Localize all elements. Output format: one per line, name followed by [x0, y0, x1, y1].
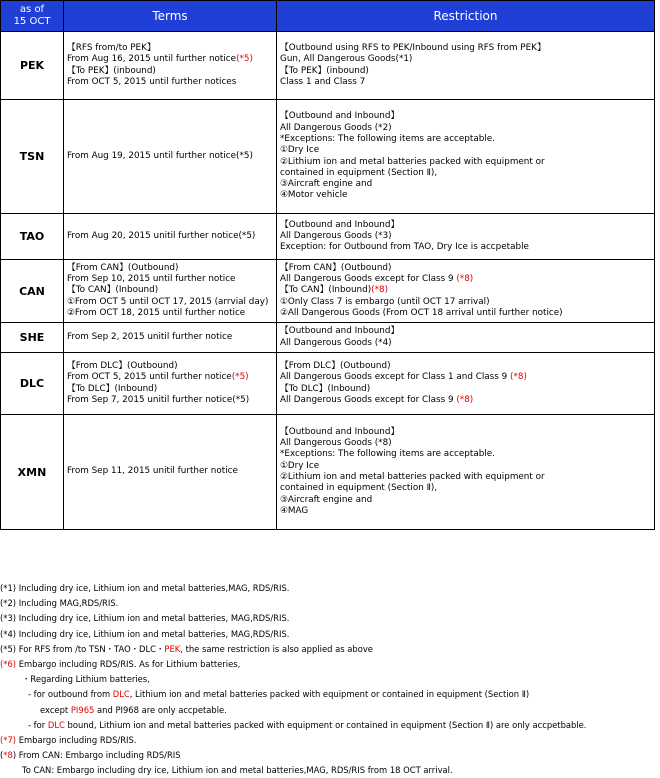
cell-line: All Dangerous Goods (*8) — [280, 438, 392, 449]
cell-line: contained in equipment (Section Ⅱ), — [280, 483, 438, 494]
airport-code: XMN — [1, 415, 64, 530]
cell-line: 【To PEK】(inbound) — [67, 65, 156, 76]
terms-cell — [64, 353, 277, 415]
cell-line: *Exceptions: The following items are acceptable. — [280, 133, 495, 144]
footnote-6: (*6) Embargo including RDS/RIS. As for Lithium batteries, — [0, 658, 241, 669]
cell-line: From Sep 7, 2015 unitil further notice(*5) — [67, 394, 250, 405]
cell-line: 【From DLC】(Outbound) — [67, 360, 178, 371]
cell-line: 【To CAN】(Inbound) — [67, 285, 159, 296]
terms-cell — [64, 214, 277, 260]
footnote-2: (*2) Including MAG,RDS/RIS. — [0, 598, 119, 609]
cell-line: 【Outbound and Inbound】 — [280, 111, 400, 122]
table-row — [1, 260, 655, 323]
restriction-cell — [277, 32, 655, 100]
footnote-7: (*7) Embargo including RDS/RIS. — [0, 734, 137, 745]
airport-code: SHE — [1, 323, 64, 353]
footnote-4: (*4) Including dry ice, Lithium ion and metal batteries, MAG,RDS/RIS. — [0, 628, 290, 639]
cell-line: 【Outbound and Inbound】 — [280, 326, 400, 337]
cell-line: ①Dry Ice — [280, 145, 320, 156]
cell-line: From OCT 5, 2015 until further notice(*5) — [67, 372, 249, 383]
cell-line: ①Only Class 7 is embargo (until OCT 17 arrival) — [280, 296, 490, 307]
table-row — [1, 353, 655, 415]
terms-cell — [64, 100, 277, 214]
restriction-cell — [277, 260, 655, 323]
cell-line: 【Outbound and Inbound】 — [280, 219, 400, 230]
restriction-cell — [277, 415, 655, 530]
cell-line: ④Motor vehicle — [280, 190, 348, 201]
as-of-line1: as of — [19, 4, 45, 15]
cell-line: From Aug 16, 2015 until further notice(*5) — [67, 54, 253, 65]
cell-line: ③Aircraft engine and — [280, 179, 373, 190]
airport-code: CAN — [1, 260, 64, 323]
footnote-6-line3: - for DLC bound, Lithium ion and metal batteries packed with equipment or contained in equipment (Section Ⅱ) are only accpetbable. — [28, 719, 587, 730]
table-header-row — [1, 1, 655, 32]
cell-line: From Sep 11, 2015 unitil further notice — [67, 466, 238, 477]
restriction-cell — [277, 214, 655, 260]
terms-cell — [64, 415, 277, 530]
table-row — [1, 415, 655, 530]
footnote-5: (*5) For RFS from /to TSN・TAO・DLC・PEK, the same restriction is also applied as above — [0, 643, 373, 654]
cell-line: From Aug 20, 2015 unitil further notice(*5) — [67, 230, 256, 241]
cell-line: From Aug 19, 2015 until further notice(*5) — [67, 150, 253, 161]
cell-line: All Dangerous Goods except for Class 9 (*8) — [280, 394, 474, 405]
footnote-3: (*3) Including dry ice, Lithium ion and metal batteries, MAG,RDS/RIS. — [0, 613, 290, 624]
cell-line: ①From OCT 5 until OCT 17, 2015 (arrvial day) — [67, 296, 269, 307]
cell-line: ④MAG — [280, 505, 309, 516]
footnote-6-line2: except PI965 and PI968 are only accpetable. — [40, 704, 227, 715]
cell-line: 【From DLC】(Outbound) — [280, 360, 391, 371]
cell-line: All Dangerous Goods (*2) — [280, 122, 392, 133]
cell-line: Class 1 and Class 7 — [280, 76, 366, 87]
cell-line: ②From OCT 18, 2015 until further notice — [67, 307, 246, 318]
table-row — [1, 323, 655, 353]
as-of-header — [1, 1, 64, 32]
cell-line: 【Outbound and Inbound】 — [280, 426, 400, 437]
cell-line: ②Lithium ion and metal batteries packed with equipment or — [280, 156, 545, 167]
footnote-8: (*8) From CAN: Embargo including RDS/RIS — [0, 750, 181, 761]
terms-cell — [64, 323, 277, 353]
cell-line: ②All Dangerous Goods (From OCT 18 arrival until further notice) — [280, 307, 563, 318]
cell-line: 【To PEK】(inbound) — [280, 65, 369, 76]
table-row — [1, 32, 655, 100]
cell-line: Exception: for Outbound from TAO, Dry Ice is accpetable — [280, 242, 529, 253]
cell-line: From OCT 5, 2015 until further notices — [67, 76, 237, 87]
cell-line: All Dangerous Goods (*4) — [280, 337, 392, 348]
cell-line: contained in equipment (Section Ⅱ), — [280, 167, 438, 178]
cell-line: ①Dry Ice — [280, 460, 320, 471]
cell-line: All Dangerous Goods (*3) — [280, 230, 392, 241]
cell-line: ②Lithium ion and metal batteries packed with equipment or — [280, 472, 545, 482]
cell-line: All Dangerous Goods except for Class 1 and Class 9 (*8) — [280, 372, 527, 383]
cell-line: 【RFS from/to PEK】 — [67, 42, 156, 53]
terms-cell — [64, 32, 277, 100]
footnote-8-line2: To CAN: Embargo including dry ice, Lithium ion and metal batteries,MAG, RDS/RIS from 18 OCT arrival. — [22, 765, 453, 776]
cell-line: 【To DLC】(Inbound) — [67, 383, 158, 394]
table-body — [1, 32, 655, 530]
cell-line: 【From CAN】(Outbound) — [280, 262, 392, 273]
cell-line: All Dangerous Goods except for Class 9 (*8) — [280, 274, 474, 285]
restriction-header: Restriction — [277, 1, 655, 32]
footnote-1: (*1) Including dry ice, Lithium ion and metal batteries,MAG, RDS/RIS. — [0, 583, 290, 593]
restriction-cell — [277, 323, 655, 353]
airport-code: DLC — [1, 353, 64, 415]
cell-line: 【From CAN】(Outbound) — [67, 262, 179, 273]
airport-code: PEK — [1, 32, 64, 100]
cell-line: Gun, All Dangerous Goods(*1) — [280, 54, 413, 65]
restriction-cell — [277, 353, 655, 415]
cell-line: 【Outbound using RFS to PEK/Inbound using RFS from PEK】 — [280, 42, 546, 53]
airport-code: TAO — [1, 214, 64, 260]
footnote-6-sub: ・Regarding Lithium batteries, — [22, 674, 150, 685]
terms-header: Terms — [64, 1, 277, 32]
cell-line: *Exceptions: The following items are acceptable. — [280, 449, 495, 460]
footnotes — [0, 581, 660, 778]
terms-cell — [64, 260, 277, 323]
table-row — [1, 100, 655, 214]
airport-code: TSN — [1, 100, 64, 214]
table-row — [1, 214, 655, 260]
as-of-line2: 15 OCT — [13, 16, 51, 27]
footnote-6-line1: - for outbound from DLC, Lithium ion and metal batteries packed with equipment or contained in equipment (Section Ⅱ) — [28, 689, 530, 700]
cell-line: 【To CAN】(Inbound)(*8) — [280, 285, 388, 296]
cell-line: From Sep 2, 2015 unitil further notice — [67, 331, 233, 342]
cell-line: 【To DLC】(Inbound) — [280, 383, 371, 394]
restriction-cell — [277, 100, 655, 214]
cell-line: From Sep 10, 2015 until further notice — [67, 274, 236, 285]
cell-line: ③Aircraft engine and — [280, 494, 373, 505]
